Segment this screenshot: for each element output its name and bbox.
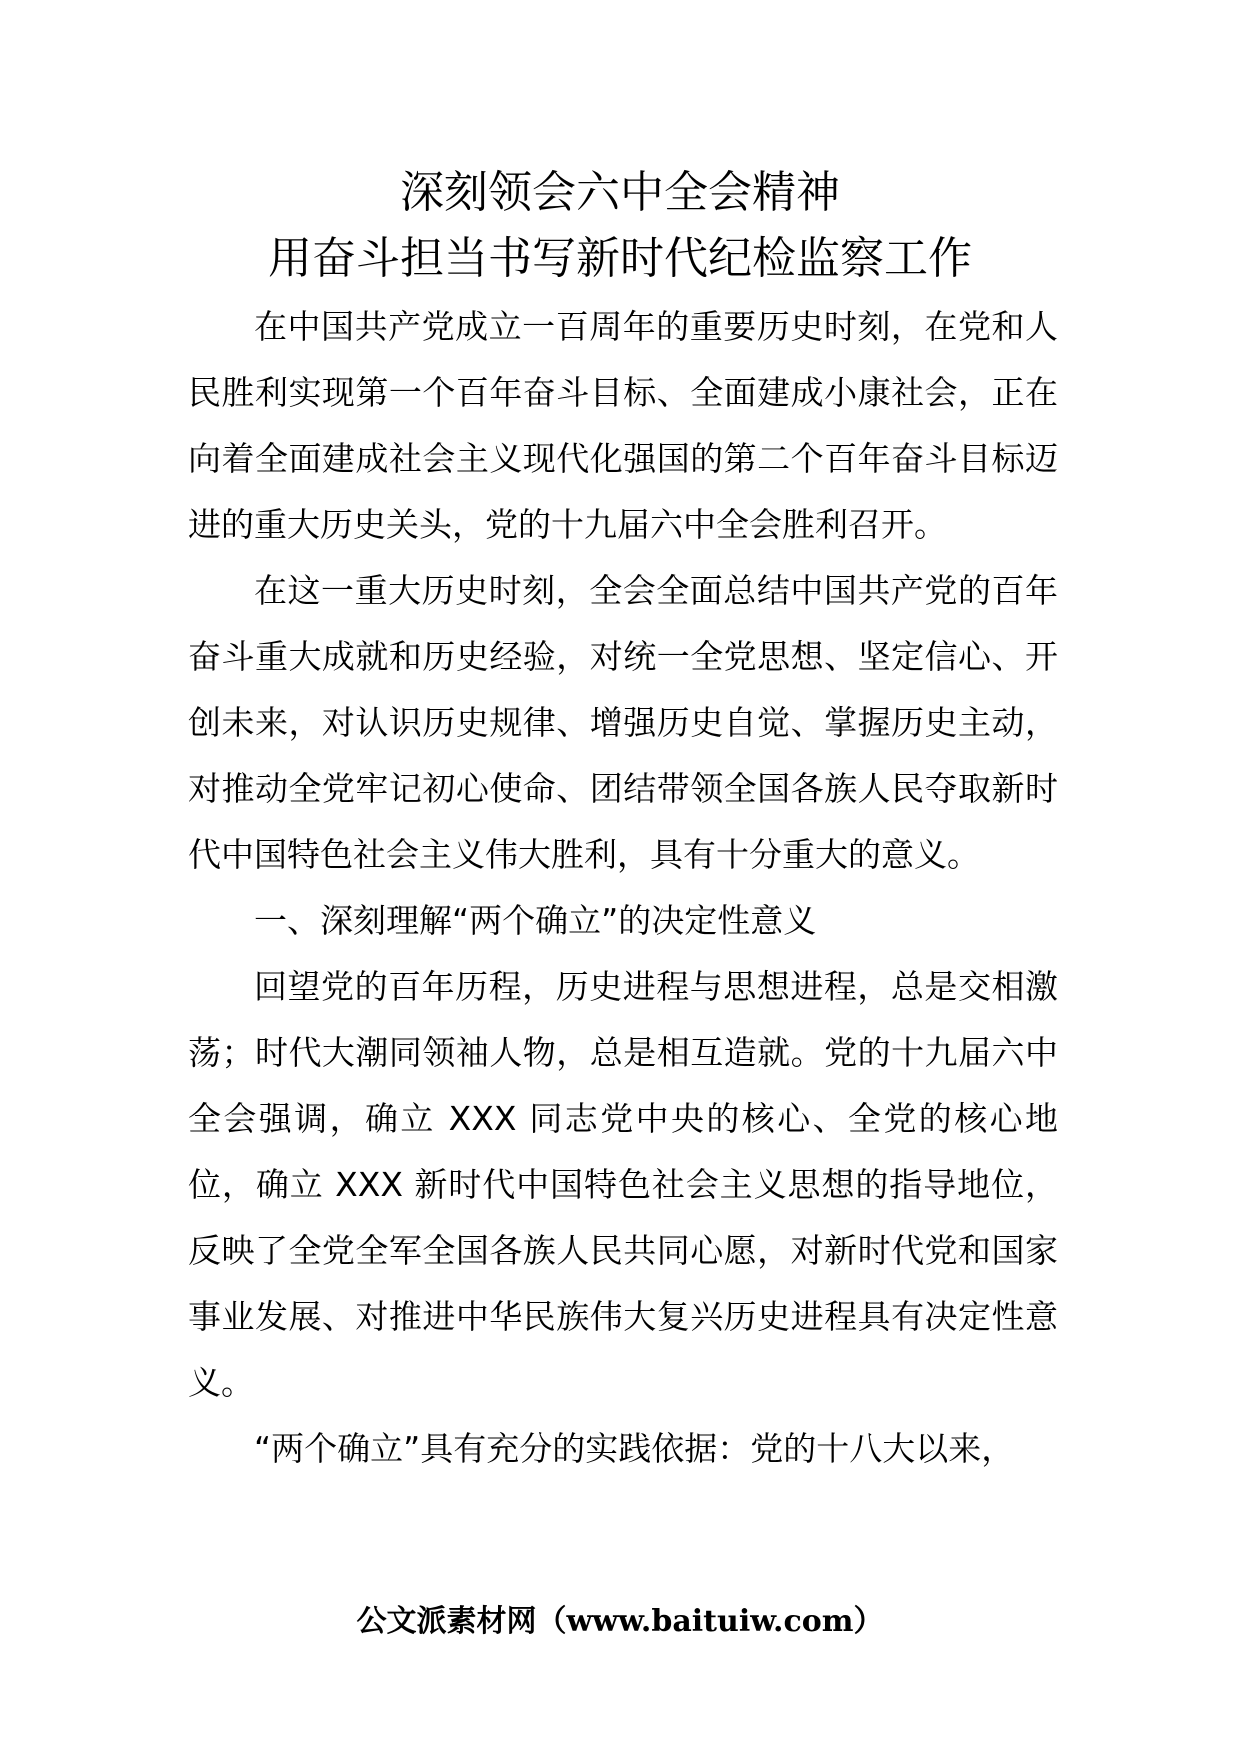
title-line-1: 深刻领会六中全会精神 xyxy=(400,167,840,218)
document-body xyxy=(188,294,1058,1482)
footer-watermark: 公文派素材网（www.baituiw.com） xyxy=(356,1604,884,1639)
paragraph-2: 在这一重大历史时刻，全会全面总结中国共产党的百年奋斗重大成就和历史经验，对统一全党思想、坚定信心、开创未来，对认识历史规律、增强历史自觉、掌握历史主动，对推动全党牢记初心使命、团结带领全国各族人民夺取新时代中国特色社会主义伟大胜利，具有十分重大的意义。 xyxy=(188,571,1058,874)
title-line-2: 用奋斗担当书写新时代纪检监察工作 xyxy=(268,233,972,284)
paragraph-1: 在中国共产党成立一百周年的重要历史时刻，在党和人民胜利实现第一个百年奋斗目标、全面建成小康社会，正在向着全面建成社会主义现代化强国的第二个百年奋斗目标迈进的重大历史关头，党的十九届六中全会胜利召开。 xyxy=(188,307,1058,544)
paragraph-4: “两个确立”具有充分的实践依据：党的十八大以来， xyxy=(254,1429,1015,1468)
paragraph-3: 回望党的百年历程，历史进程与思想进程，总是交相激荡；时代大潮同领袖人物，总是相互造就。党的十九届六中全会强调，确立 XXX 同志党中央的核心、全党的核心地位，确立 XXX 新时代中国特色社会主义思想的指导地位，反映了全党全军全国各族人民共同心愿，对新时代党和国家事业发展、对推进中华民族伟大复兴历史进程具有决定性意义。 xyxy=(188,967,1058,1402)
section-heading-1: 一、深刻理解“两个确立”的决定性意义 xyxy=(254,901,817,940)
document-title xyxy=(0,160,1240,292)
